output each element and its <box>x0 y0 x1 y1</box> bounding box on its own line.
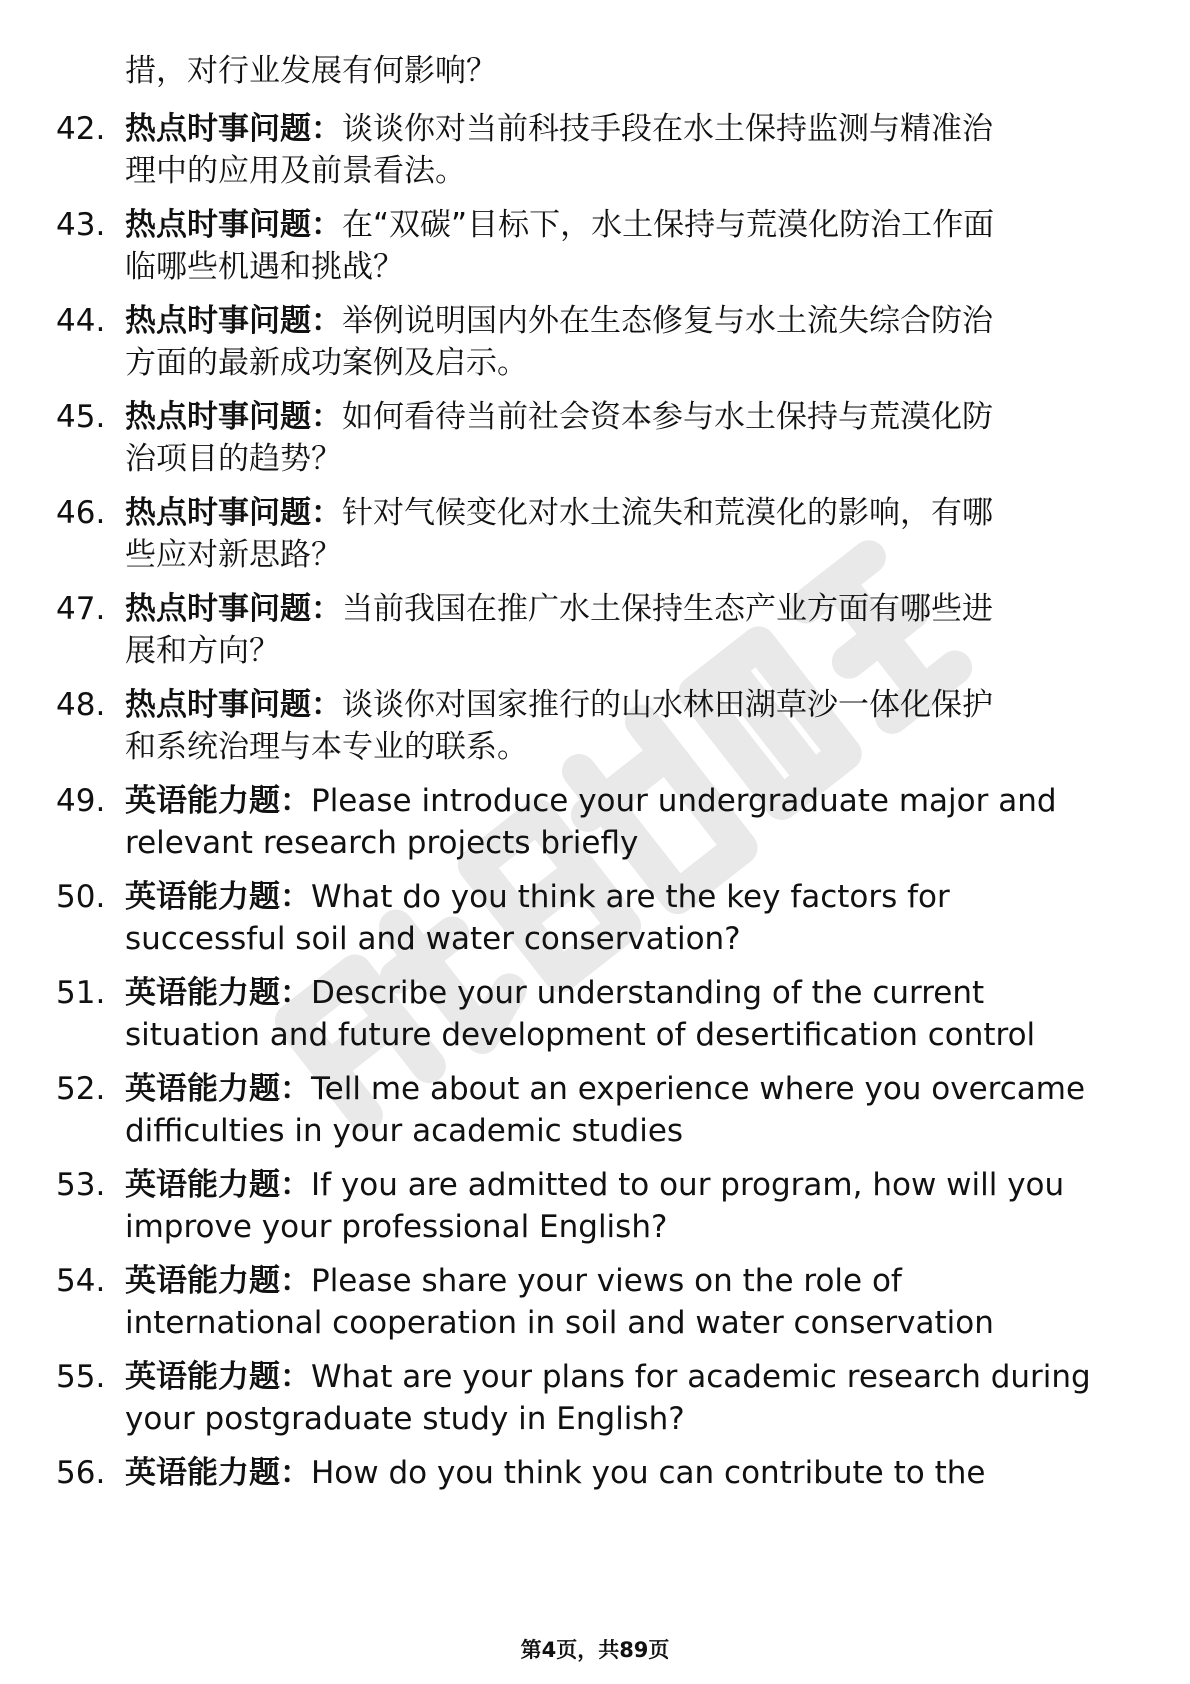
list-item <box>56 1068 1136 1164</box>
question-text: What are your plans for academic research during <box>311 1359 1091 1395</box>
question-number: 48. <box>56 687 106 723</box>
question-number: 44. <box>56 303 106 339</box>
list-item <box>56 780 1136 876</box>
question-body <box>125 396 1125 480</box>
question-text: Please share your views on the role of <box>311 1263 902 1299</box>
question-line-1 <box>125 1068 1125 1110</box>
question-body <box>125 684 1125 768</box>
question-text: Tell me about an experience where you overcame <box>311 1071 1086 1107</box>
question-line-1 <box>125 204 1125 246</box>
question-line-1 <box>125 588 1125 630</box>
question-category: 英语能力题： <box>125 879 311 915</box>
question-category: 英语能力题： <box>125 783 311 819</box>
question-number: 43. <box>56 207 106 243</box>
question-line-1 <box>125 492 1125 534</box>
question-line-2: successful soil and water conservation? <box>125 921 741 957</box>
question-body <box>125 300 1125 384</box>
question-line-1 <box>125 300 1125 342</box>
question-line-1 <box>125 972 1125 1014</box>
page-number-footer: 第4页，共89页 <box>520 1638 670 1662</box>
question-line-2: your postgraduate study in English? <box>125 1401 685 1437</box>
question-number: 51. <box>56 975 106 1011</box>
question-category: 英语能力题： <box>125 1071 311 1107</box>
continued-question-text: 措，对行业发展有何影响？ <box>125 53 497 89</box>
question-line-2: difficulties in your academic studies <box>125 1113 684 1149</box>
question-category: 英语能力题： <box>125 975 311 1011</box>
question-line-1 <box>125 1260 1125 1302</box>
list-item <box>56 684 1136 780</box>
question-line-2: relevant research projects briefly <box>125 825 639 861</box>
question-category: 热点时事问题： <box>125 495 342 531</box>
list-item <box>56 1356 1136 1452</box>
question-number: 55. <box>56 1359 106 1395</box>
question-text: 针对气候变化对水土流失和荒漠化的影响，有哪 <box>342 495 993 531</box>
question-body <box>125 780 1125 864</box>
question-body <box>125 1260 1125 1344</box>
question-line-1 <box>125 876 1125 918</box>
question-number: 46. <box>56 495 106 531</box>
question-body <box>125 588 1125 672</box>
list-item <box>56 300 1136 396</box>
question-category: 热点时事问题： <box>125 687 342 723</box>
question-line-1 <box>125 396 1125 438</box>
question-line-1 <box>125 108 1125 150</box>
question-line-1 <box>125 684 1125 726</box>
question-line-2: international cooperation in soil and water conservation <box>125 1305 994 1341</box>
question-category: 热点时事问题： <box>125 591 342 627</box>
question-category: 热点时事问题： <box>125 399 342 435</box>
question-text: What do you think are the key factors for <box>311 879 950 915</box>
question-number: 56. <box>56 1455 106 1491</box>
question-number: 54. <box>56 1263 106 1299</box>
question-line-2: 治项目的趋势？ <box>125 441 342 477</box>
question-number: 50. <box>56 879 106 915</box>
question-category: 热点时事问题： <box>125 111 342 147</box>
list-item <box>56 492 1136 588</box>
question-number: 49. <box>56 783 106 819</box>
question-category: 英语能力题： <box>125 1167 311 1203</box>
question-body <box>125 1356 1125 1440</box>
question-number: 45. <box>56 399 106 435</box>
list-item <box>56 876 1136 972</box>
question-body <box>125 1068 1125 1152</box>
question-body <box>125 972 1125 1056</box>
list-item <box>56 1452 1136 1548</box>
question-text: 在“双碳”目标下，水土保持与荒漠化防治工作面 <box>342 207 995 243</box>
question-category: 热点时事问题： <box>125 303 342 339</box>
question-line-1 <box>125 780 1125 822</box>
question-number: 42. <box>56 111 106 147</box>
question-text: 谈谈你对国家推行的山水林田湖草沙一体化保护 <box>342 687 993 723</box>
question-line-2: 展和方向？ <box>125 633 280 669</box>
list-item <box>56 1260 1136 1356</box>
question-text: If you are admitted to our program, how will you <box>311 1167 1065 1203</box>
list-item <box>56 204 1136 300</box>
question-number: 47. <box>56 591 106 627</box>
question-category: 英语能力题： <box>125 1359 311 1395</box>
question-body <box>125 876 1125 960</box>
question-number: 53. <box>56 1167 106 1203</box>
question-text: 当前我国在推广水土保持生态产业方面有哪些进 <box>342 591 993 627</box>
question-body <box>125 204 1125 288</box>
list-item <box>56 396 1136 492</box>
question-body <box>125 108 1125 192</box>
question-category: 英语能力题： <box>125 1263 311 1299</box>
question-line-2: 和系统治理与本专业的联系。 <box>125 729 528 765</box>
question-line-2: 临哪些机遇和挑战？ <box>125 249 404 285</box>
question-line-1 <box>125 1164 1125 1206</box>
question-text: 谈谈你对当前科技手段在水土保持监测与精准治 <box>342 111 993 147</box>
question-line-2: improve your professional English? <box>125 1209 668 1245</box>
question-text: Please introduce your undergraduate major and <box>311 783 1057 819</box>
question-text: 举例说明国内外在生态修复与水土流失综合防治 <box>342 303 993 339</box>
question-line-2: 理中的应用及前景看法。 <box>125 153 466 189</box>
question-category: 英语能力题： <box>125 1455 311 1491</box>
question-body <box>125 492 1125 576</box>
list-item <box>56 972 1136 1068</box>
list-item <box>56 588 1136 684</box>
question-category: 热点时事问题： <box>125 207 342 243</box>
list-item <box>56 1164 1136 1260</box>
question-body <box>125 1164 1125 1248</box>
question-text: How do you think you can contribute to the <box>311 1455 986 1491</box>
question-line-2: 方面的最新成功案例及启示。 <box>125 345 528 381</box>
question-text: 如何看待当前社会资本参与水土保持与荒漠化防 <box>342 399 993 435</box>
list-item <box>56 108 1136 204</box>
question-line-2: 些应对新思路？ <box>125 537 342 573</box>
question-body <box>125 1452 1125 1494</box>
question-line-1 <box>125 1452 1125 1494</box>
question-line-1 <box>125 1356 1125 1398</box>
question-number: 52. <box>56 1071 106 1107</box>
question-line-2: situation and future development of desertification control <box>125 1017 1036 1053</box>
question-text: Describe your understanding of the current <box>311 975 985 1011</box>
